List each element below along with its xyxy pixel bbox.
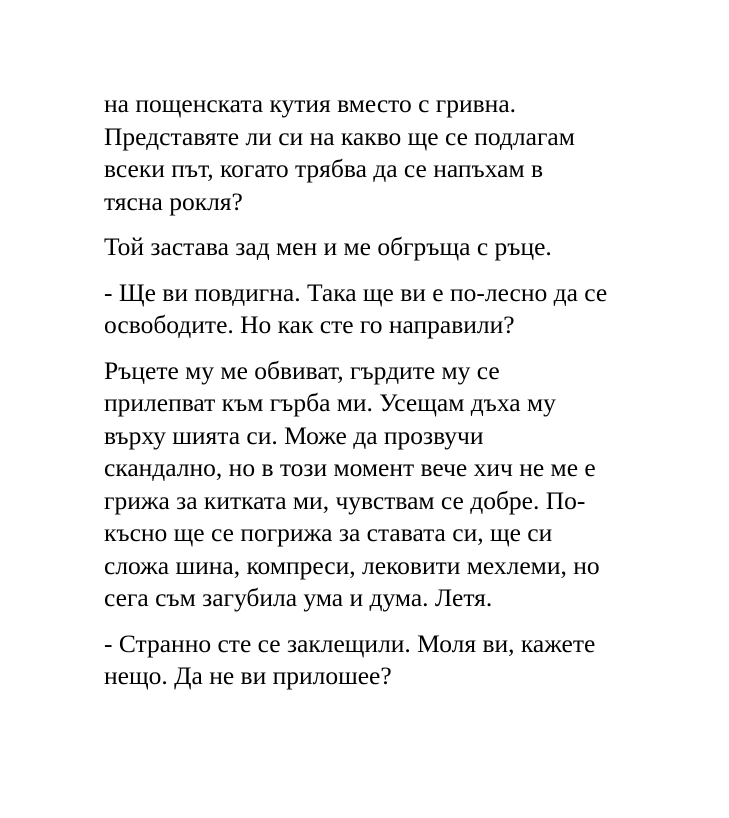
text-line: на пощенската кутия вместо с гривна.	[104, 89, 517, 118]
text-line: тясна рокля?	[104, 186, 243, 216]
text-line: прилепват към гърба ми. Усещам дъха му	[104, 388, 556, 417]
text-line: освободите. Но как сте го направили?	[104, 310, 515, 339]
text-line: - Ще ви повдигна. Така ще ви е по-лесно да се	[104, 277, 608, 307]
document-page	[104, 88, 664, 706]
paragraph-4	[104, 355, 664, 615]
text-line: Ръцете му ме обвиват, гърдите му се	[104, 355, 500, 385]
text-line: сега съм загубила ума и дума. Летя.	[104, 583, 493, 612]
text-line: всеки път, когато трябва да се напъхам в	[104, 154, 543, 183]
text-line: нещо. Да не ви прилошее?	[104, 661, 392, 690]
paragraph-2	[104, 231, 664, 264]
text-line: късно ще се погрижа за ставата си, ще си	[104, 518, 553, 547]
text-line: скандално, но в този момент вече хич не ме е	[104, 453, 596, 482]
text-line: грижа за китката ми, чувствам се добре. По-	[104, 485, 586, 515]
paragraph-1	[104, 88, 664, 218]
text-line: сложа шина, компреси, лековити мехлеми, но	[104, 550, 600, 580]
text-line: - Странно сте се заклещили. Моля ви, кажете	[104, 628, 596, 658]
paragraph-5	[104, 628, 664, 693]
text-line: върху шията си. Може да прозвучи	[104, 420, 484, 450]
paragraph-3	[104, 277, 664, 342]
text-line: Той застава зад мен и ме обгръща с ръце.	[104, 232, 552, 261]
text-line: Представяте ли си на какво ще се подлагам	[104, 121, 575, 151]
